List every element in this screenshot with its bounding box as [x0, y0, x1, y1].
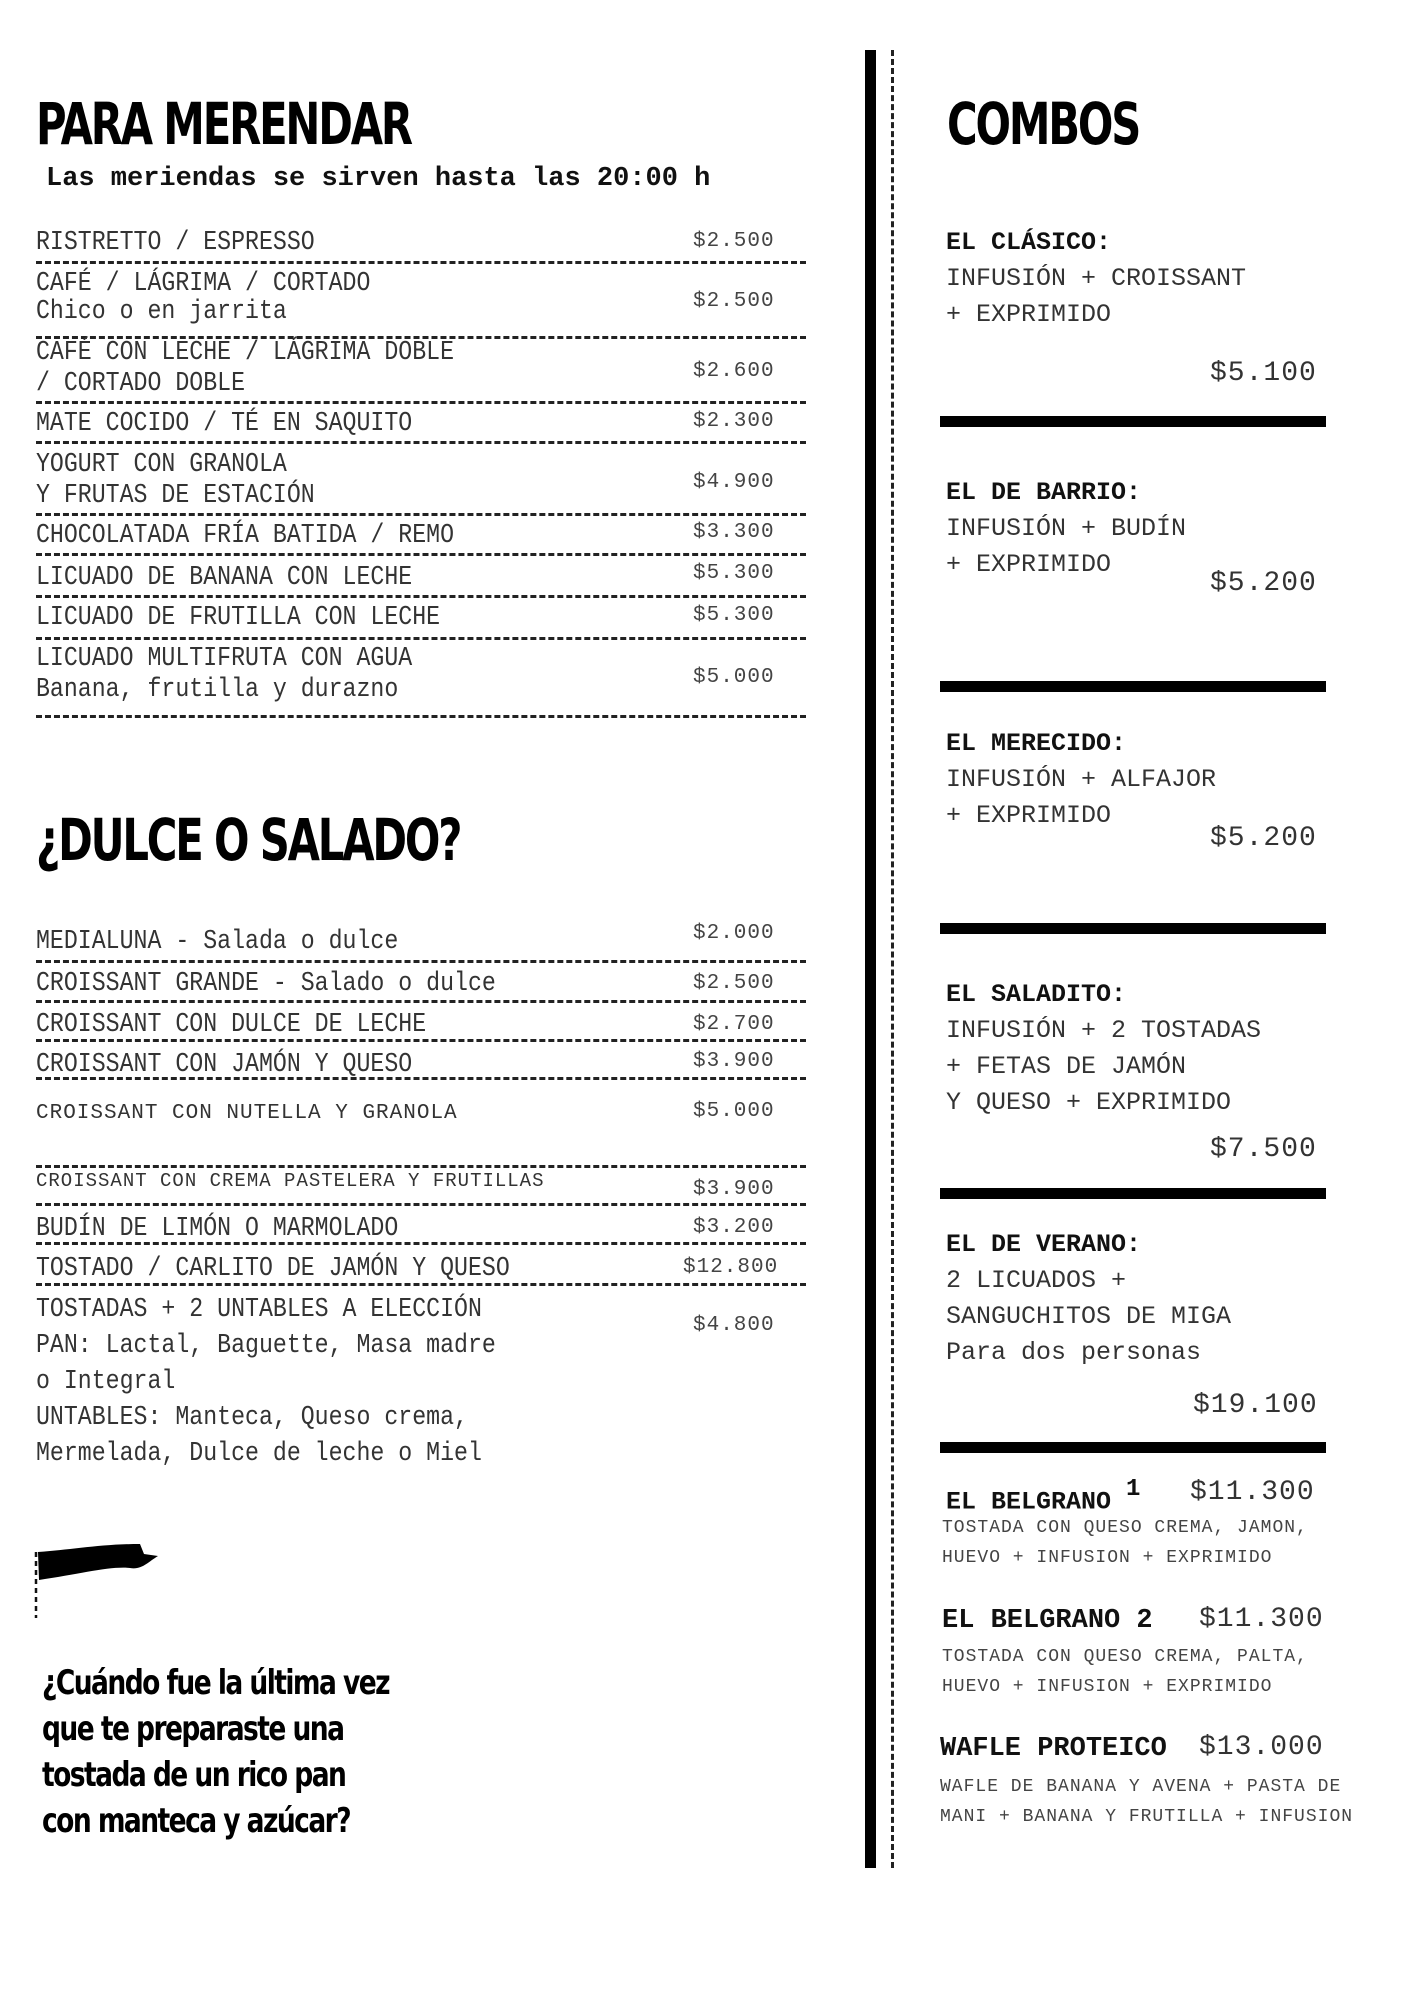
- dashed-separator: [36, 1000, 806, 1003]
- menu-item-name: CAFÉ / LÁGRIMA / CORTADO: [36, 269, 371, 299]
- column-divider-dashed: [891, 50, 894, 1868]
- menu-item-name: CROISSANT CON JAMÓN Y QUESO: [36, 1050, 413, 1080]
- combo-description: INFUSIÓN + CROISSANT: [946, 264, 1247, 293]
- menu-item-name: CROISSANT CON CREMA PASTELERA Y FRUTILLAS: [36, 1170, 545, 1192]
- menu-item-price: $3.900: [693, 1050, 775, 1073]
- combo-description: + EXPRIMIDO: [946, 550, 1112, 579]
- menu-item-price: $3.300: [693, 521, 775, 544]
- menu-item-price: $2.500: [693, 290, 775, 313]
- dashed-separator: [36, 401, 806, 404]
- section-title-para-merendar: PARA MERENDAR: [36, 90, 411, 158]
- menu-item-price: $2.500: [693, 972, 775, 995]
- combo-price: $19.100: [1193, 1390, 1318, 1421]
- menu-item-price: $3.900: [693, 1178, 775, 1201]
- section-title-combos: COMBOS: [947, 90, 1140, 158]
- dashed-separator: [36, 261, 806, 264]
- combo-price: $5.200: [1210, 823, 1317, 854]
- special-description: HUEVO + INFUSION + EXPRIMIDO: [942, 1548, 1273, 1568]
- menu-item-price: $5.300: [693, 604, 775, 627]
- promo-question-line: que te preparaste una: [42, 1709, 344, 1749]
- promo-question-line: ¿Cuándo fue la última vez: [42, 1663, 390, 1703]
- combo-description: INFUSIÓN + ALFAJOR: [946, 765, 1217, 794]
- menu-item-detail: Mermelada, Dulce de leche o Miel: [36, 1439, 482, 1469]
- dashed-separator: [36, 637, 806, 640]
- merienda-hours-note: Las meriendas se sirven hasta las 20:00 h: [46, 164, 711, 194]
- promo-question-line: tostada de un rico pan: [42, 1755, 346, 1795]
- combo-name: EL MERECIDO:: [946, 729, 1127, 758]
- menu-item-price: $5.000: [693, 1100, 775, 1123]
- section-title-dulce-o-salado: ¿DULCE O SALADO?: [36, 806, 461, 874]
- menu-item-name: RISTRETTO / ESPRESSO: [36, 228, 315, 258]
- menu-item-price: $2.700: [693, 1013, 775, 1036]
- combo-name: EL DE BARRIO:: [946, 478, 1142, 507]
- menu-item-name: TOSTADAS + 2 UNTABLES A ELECCIÓN: [36, 1295, 482, 1325]
- menu-item-name: LICUADO DE BANANA CON LECHE: [36, 563, 413, 593]
- menu-item-price: $3.200: [693, 1216, 775, 1239]
- dashed-separator: [36, 715, 806, 718]
- special-price: $11.300: [1199, 1604, 1324, 1635]
- special-number: 1: [1126, 1476, 1141, 1503]
- menu-item-detail: Y FRUTAS DE ESTACIÓN: [36, 481, 315, 511]
- menu-item-name: MATE COCIDO / TÉ EN SAQUITO: [36, 409, 413, 439]
- combo-description: INFUSIÓN + 2 TOSTADAS: [946, 1016, 1262, 1045]
- combo-price: $5.200: [1210, 568, 1317, 599]
- combo-divider: [940, 681, 1326, 692]
- menu-item-detail: UNTABLES: Manteca, Queso crema,: [36, 1403, 468, 1433]
- dashed-separator: [36, 1039, 806, 1042]
- combo-description: + EXPRIMIDO: [946, 300, 1112, 329]
- dashed-separator: [36, 1283, 806, 1286]
- combo-description: Para dos personas: [946, 1338, 1202, 1367]
- special-name: [946, 1476, 1141, 1517]
- combo-divider: [940, 416, 1326, 427]
- menu-item-name: MEDIALUNA - Salada o dulce: [36, 927, 399, 957]
- special-description: WAFLE DE BANANA Y AVENA + PASTA DE: [940, 1777, 1342, 1797]
- special-description: MANI + BANANA Y FRUTILLA + INFUSION: [940, 1807, 1354, 1827]
- combo-name: EL DE VERANO:: [946, 1230, 1142, 1259]
- column-divider-solid: [865, 50, 876, 1868]
- combo-description: Y QUESO + EXPRIMIDO: [946, 1088, 1232, 1117]
- combo-price: $5.100: [1210, 358, 1317, 389]
- flag-icon: [30, 1540, 160, 1620]
- menu-item-price: $5.000: [693, 666, 775, 689]
- menu-item-price: $12.800: [683, 1256, 779, 1279]
- menu-item-detail: PAN: Lactal, Baguette, Masa madre: [36, 1331, 496, 1361]
- menu-item-price: $2.300: [693, 410, 775, 433]
- menu-item-name: LICUADO DE FRUTILLA CON LECHE: [36, 603, 441, 633]
- special-description: TOSTADA CON QUESO CREMA, PALTA,: [942, 1647, 1308, 1667]
- special-price: $11.300: [1190, 1477, 1315, 1508]
- special-description: HUEVO + INFUSION + EXPRIMIDO: [942, 1677, 1273, 1697]
- special-name: EL BELGRANO 2: [942, 1606, 1153, 1636]
- dashed-separator: [36, 960, 806, 963]
- menu-item-name: CROISSANT CON NUTELLA Y GRANOLA: [36, 1102, 458, 1125]
- special-price: $13.000: [1199, 1732, 1324, 1763]
- dashed-separator: [36, 1203, 806, 1206]
- dashed-separator: [36, 1165, 806, 1168]
- menu-item-detail: Banana, frutilla y durazno: [36, 675, 399, 705]
- menu-item-name: CAFÉ CON LECHE / LÁGRIMA DOBLE: [36, 338, 455, 368]
- menu-item-name: CROISSANT GRANDE - Salado o dulce: [36, 969, 496, 999]
- menu-item-name: CROISSANT CON DULCE DE LECHE: [36, 1010, 427, 1040]
- menu-item-price: $5.300: [693, 562, 775, 585]
- combo-divider: [940, 1442, 1326, 1453]
- menu-item-price: $2.600: [693, 360, 775, 383]
- menu-item-price: $4.900: [693, 471, 775, 494]
- special-name-text: EL BELGRANO: [946, 1487, 1112, 1517]
- dashed-separator: [36, 441, 806, 444]
- menu-item-price: $2.500: [693, 230, 775, 253]
- dashed-separator: [36, 595, 806, 598]
- dashed-separator: [36, 1242, 806, 1245]
- menu-item-price: $2.000: [693, 922, 775, 945]
- dashed-separator: [36, 553, 806, 556]
- combo-description: + FETAS DE JAMÓN: [946, 1052, 1187, 1081]
- dashed-separator: [36, 1077, 806, 1080]
- combo-description: INFUSIÓN + BUDÍN: [946, 514, 1187, 543]
- menu-item-name: YOGURT CON GRANOLA: [36, 450, 287, 480]
- combo-description: SANGUCHITOS DE MIGA: [946, 1302, 1232, 1331]
- special-name: WAFLE PROTEICO: [940, 1734, 1167, 1764]
- combo-name: EL SALADITO:: [946, 980, 1127, 1009]
- menu-item-name: TOSTADO / CARLITO DE JAMÓN Y QUESO: [36, 1254, 510, 1284]
- menu-item-detail: / CORTADO DOBLE: [36, 369, 246, 399]
- menu-item-detail: Chico o en jarrita: [36, 297, 287, 327]
- combo-divider: [940, 1188, 1326, 1199]
- menu-item-name: BUDÍN DE LIMÓN O MARMOLADO: [36, 1214, 399, 1244]
- dashed-separator: [36, 513, 806, 516]
- menu-item-name: CHOCOLATADA FRÍA BATIDA / REMO: [36, 521, 455, 551]
- special-description: TOSTADA CON QUESO CREMA, JAMON,: [942, 1518, 1308, 1538]
- promo-question-line: con manteca y azúcar?: [42, 1801, 351, 1841]
- combo-description: 2 LICUADOS +: [946, 1266, 1127, 1295]
- combo-divider: [940, 923, 1326, 934]
- menu-item-price: $4.800: [693, 1314, 775, 1337]
- promo-question: [42, 1660, 389, 1844]
- combo-description: + EXPRIMIDO: [946, 801, 1112, 830]
- combo-price: $7.500: [1210, 1134, 1317, 1165]
- menu-item-detail: o Integral: [36, 1367, 176, 1397]
- combo-name: EL CLÁSICO:: [946, 228, 1112, 257]
- menu-item-name: LICUADO MULTIFRUTA CON AGUA: [36, 644, 413, 674]
